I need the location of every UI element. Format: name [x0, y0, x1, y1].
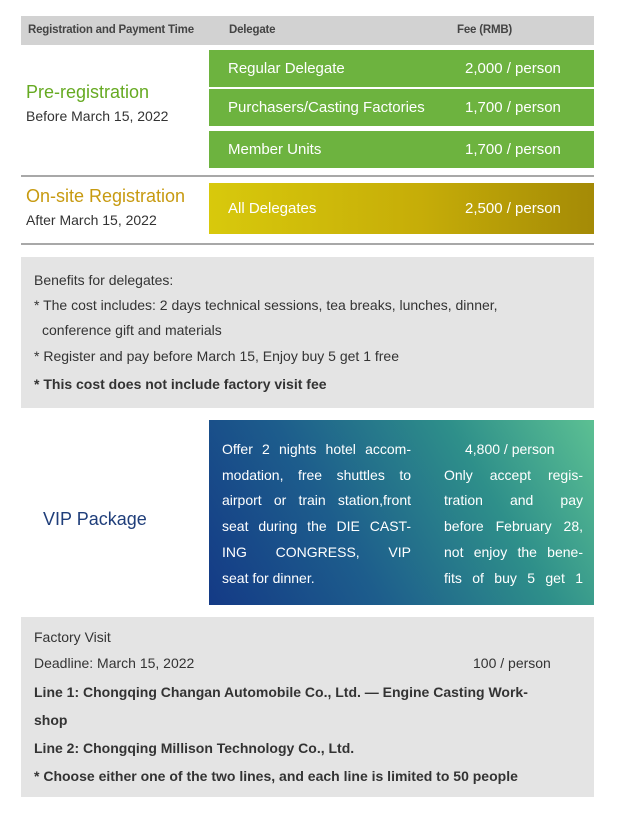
fee-value: 2,000 / person — [465, 60, 561, 77]
vip-description — [222, 437, 411, 591]
fee-row-purchasers — [209, 89, 594, 126]
vip-note-line: not enjoy the bene- — [444, 543, 583, 560]
pre-registration-date: Before March 15, 2022 — [26, 108, 169, 124]
delegate-label: All Delegates — [228, 200, 317, 217]
vip-desc-line: seat for dinner. — [222, 569, 315, 586]
vip-package-title: VIP Package — [43, 509, 147, 529]
benefit-line: * This cost does not include factory visit fee — [34, 376, 327, 392]
factory-visit-panel — [21, 617, 594, 797]
divider — [21, 175, 594, 177]
pre-registration-title: Pre-registration — [26, 82, 150, 102]
divider — [21, 243, 594, 245]
header-registration-time: Registration and Payment Time — [28, 24, 194, 36]
vip-package-box — [209, 420, 594, 605]
benefits-title: Benefits for delegates: — [34, 272, 174, 288]
fee-value: 2,500 / person — [465, 200, 561, 217]
factory-visit-fee: 100 / person — [473, 655, 551, 671]
fee-row-all-delegates — [209, 183, 594, 234]
vip-desc-line: seat during the DIE CAST- — [222, 518, 411, 535]
fee-row-regular-delegate — [209, 50, 594, 87]
delegate-label: Regular Delegate — [228, 60, 345, 77]
delegate-label: Purchasers/Casting Factories — [228, 99, 425, 116]
factory-line: Line 2: Chongqing Millison Technology Co., Ltd. — [34, 740, 355, 756]
delegate-label: Member Units — [228, 141, 322, 158]
vip-desc-line: ING CONGRESS, VIP — [222, 543, 411, 560]
fee-value: 1,700 / person — [465, 141, 561, 158]
benefit-line: * The cost includes: 2 days technical sessions, tea breaks, lunches, dinner, — [34, 297, 498, 313]
factory-visit-deadline: Deadline: March 15, 2022 — [34, 655, 195, 671]
vip-note-line: tration and pay — [444, 492, 583, 509]
vip-desc-line: modation, free shuttles to — [222, 466, 411, 483]
table-header — [21, 16, 594, 45]
benefit-line: conference gift and materials — [42, 322, 222, 338]
factory-line: shop — [34, 712, 68, 728]
header-delegate: Delegate — [229, 24, 276, 36]
vip-note — [444, 463, 583, 592]
onsite-registration-date: After March 15, 2022 — [26, 212, 157, 228]
factory-line: Line 1: Chongqing Changan Automobile Co., Ltd. — Engine Casting Work- — [34, 684, 528, 700]
fee-row-member-units — [209, 131, 594, 168]
factory-line: * Choose either one of the two lines, and each line is limited to 50 people — [34, 768, 518, 784]
benefits-panel — [21, 257, 594, 408]
vip-note-line: Only accept regis- — [444, 466, 583, 483]
vip-note-line: fits of buy 5 get 1 — [444, 569, 583, 586]
benefit-line: * Register and pay before March 15, Enjoy buy 5 get 1 free — [34, 348, 399, 364]
vip-desc-line: airport or train station,front — [222, 492, 411, 509]
factory-visit-title: Factory Visit — [34, 629, 111, 645]
vip-note-line: before February 28, — [444, 518, 583, 535]
fee-value: 1,700 / person — [465, 99, 561, 116]
onsite-registration-title: On-site Registration — [26, 186, 186, 206]
vip-desc-line: Offer 2 nights hotel accom- — [222, 441, 411, 457]
header-fee: Fee (RMB) — [457, 24, 513, 36]
vip-price: 4,800 / person — [465, 441, 555, 457]
